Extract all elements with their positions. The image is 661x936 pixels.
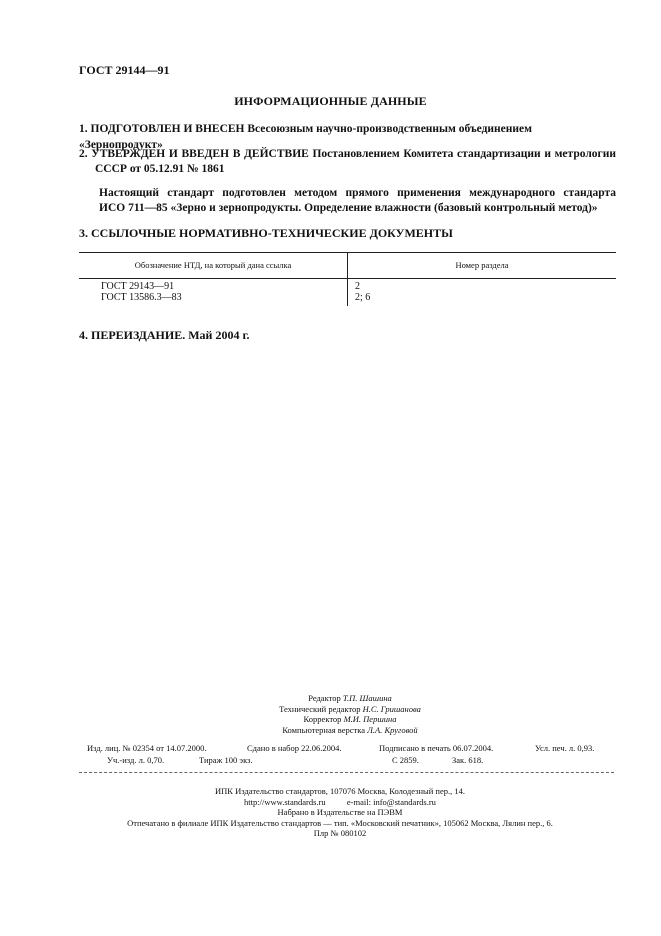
imprint-license: Изд. лиц. № 02354 от 14.07.2000.: [87, 743, 207, 753]
imprint-signed: Подписано в печать 06.07.2004.: [379, 743, 494, 753]
credit-proofreader: Корректор М.И. Першина: [303, 714, 397, 724]
table-cell-doc-2: ГОСТ 13586.3—83: [101, 292, 182, 303]
document-code: ГОСТ 29144—91: [79, 63, 170, 77]
section-3-heading: 3. ССЫЛОЧНЫЕ НОРМАТИВНО-ТЕХНИЧЕСКИЕ ДОКУМЕНТЫ: [79, 226, 453, 240]
imprint-order-c: С 2859.: [392, 755, 419, 765]
imprint-print-run: Тираж 100 экз.: [199, 755, 253, 765]
publisher-footer: [60, 786, 620, 839]
credits-block: [200, 693, 500, 735]
note-line-1: Настоящий стандарт подготовлен методом прямого применения международного стандарта: [99, 187, 616, 199]
item-2-number: 2.: [79, 148, 88, 160]
note-line-2: ИСО 711—85 «Зерно и зернопродукты. Определение влажности (базовый контрольный метод)»: [99, 202, 598, 214]
imprint-sheets: Усл. печ. л. 0,93.: [535, 743, 595, 753]
item-2-line-1: [79, 146, 616, 162]
item-2-lead: УТВЕРЖДЕН И ВВЕДЕН В ДЕЙСТВИЕ: [91, 148, 309, 160]
item-1-number: 1.: [79, 123, 88, 135]
section-4-heading: 4. ПЕРЕИЗДАНИЕ. Май 2004 г.: [79, 328, 250, 342]
credit-editor: Редактор Т.П. Шашина: [308, 693, 392, 703]
item-2-line-2: [95, 161, 632, 177]
item-2-text: Постановлением Комитета стандартизации и метрологии: [312, 148, 616, 160]
page-title: ИНФОРМАЦИОННЫЕ ДАННЫЕ: [234, 94, 427, 108]
footer-contacts: http://www.standards.ru e-mail: info@standards.ru: [244, 796, 436, 807]
footer-license: Плр № 080102: [313, 828, 367, 838]
table-cell-section-1: 2: [355, 281, 360, 292]
footer-printed-note: Отпечатано в филиале ИПК Издательство стандартов — тип. «Московский печатник», 105062 Москва, Лялин пер., 6.: [127, 817, 553, 828]
table-cell-doc-1: ГОСТ 29143—91: [101, 281, 175, 292]
footer-typeset-note: Набрано в Издательстве на ПЭВМ: [277, 807, 403, 817]
footer-address: ИПК Издательство стандартов, 107076 Москва, Колодезный пер., 14.: [215, 786, 465, 796]
credit-layout: Компьютерная верстка Л.А. Круговой: [282, 724, 418, 735]
imprint-block: [87, 743, 607, 767]
reference-table: [79, 252, 616, 306]
item-2-text-2: СССР от 05.12.91 № 1861: [95, 163, 225, 175]
imprint-order: Зак. 618.: [452, 755, 484, 765]
imprint-divider: [79, 772, 614, 773]
table-header-document: Обозначение НТД, на который дана ссылка: [134, 260, 292, 270]
item-1-text: Всесоюзным научно-производственным объединением «Зернопродукт»: [79, 123, 532, 151]
imprint-typeset: Сдано в набор 22.06.2004.: [247, 743, 342, 753]
table-header-section: Номер раздела: [455, 260, 509, 270]
imprint-pub-sheets: Уч.-изд. л. 0,70.: [107, 755, 165, 765]
item-1-lead: ПОДГОТОВЛЕН И ВНЕСЕН: [90, 123, 245, 135]
credit-tech-editor: Технический редактор Н.С. Гришанова: [279, 703, 421, 714]
table-cell-section-2: 2; 6: [355, 292, 371, 303]
